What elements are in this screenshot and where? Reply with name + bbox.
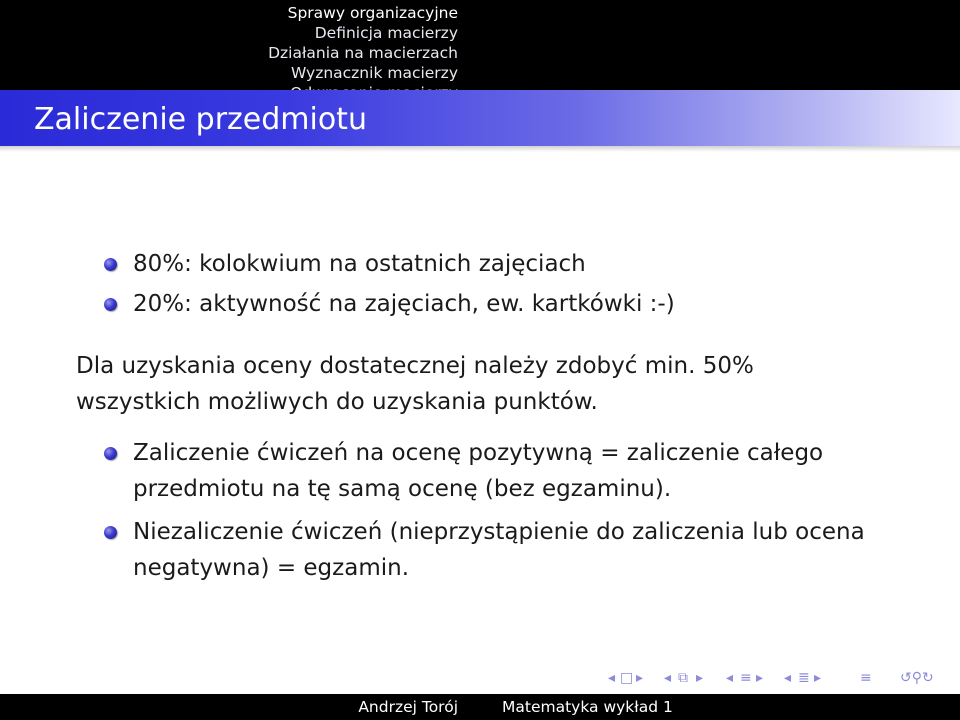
slide-title-bar <box>0 90 960 146</box>
nav-section-definicja-macierzy[interactable]: Definicja macierzy <box>314 24 458 42</box>
section-icon[interactable]: ≡ <box>740 670 752 686</box>
frame-next-icon[interactable]: ▸ <box>636 670 644 686</box>
slide-title: Zaliczenie przedmiotu <box>34 102 367 137</box>
bullet-icon <box>104 298 117 311</box>
footer-author-panel <box>0 694 480 720</box>
part-prev-icon[interactable]: ◂ <box>784 670 792 686</box>
part-icon[interactable]: ≣ <box>798 670 810 686</box>
subsection-next-icon[interactable]: ▸ <box>696 670 704 686</box>
part-next-icon[interactable]: ▸ <box>814 670 822 686</box>
section-next-icon[interactable]: ▸ <box>756 670 764 686</box>
footer-author: Andrzej Torój <box>358 698 458 716</box>
nav-section-dzialania-na-macierzach[interactable]: Działania na macierzach <box>268 44 458 62</box>
top-right-panel <box>480 0 960 90</box>
consequence-fail-line-1: Niezaliczenie ćwiczeń (nieprzystąpienie do zaliczenia lub ocena <box>133 519 865 545</box>
footer-title-panel <box>480 694 960 720</box>
search-icon[interactable]: ↺⚲↻ <box>900 670 934 686</box>
rule-text-line-2: wszystkich możliwych do uzyskania punktów. <box>76 389 598 415</box>
subsection-prev-icon[interactable]: ◂ <box>664 670 672 686</box>
align-icon[interactable]: ≡ <box>860 670 872 686</box>
grading-item-aktywnosc: 20%: aktywność na zajęciach, ew. kartkówki :-) <box>133 291 675 317</box>
consequence-pass-line-1: Zaliczenie ćwiczeń na ocenę pozytywną = zaliczenie całego <box>133 440 824 466</box>
top-navigation-bar <box>0 0 960 90</box>
title-shadow <box>0 146 960 152</box>
bullet-icon <box>104 258 117 271</box>
section-navigation <box>0 0 480 90</box>
bullet-icon <box>104 526 117 539</box>
consequence-fail-line-2: negatywna) = egzamin. <box>133 555 409 581</box>
frame-prev-icon[interactable]: ◂ <box>608 670 616 686</box>
footer-presentation-title: Matematyka wykład 1 <box>502 698 673 716</box>
frame-icon[interactable]: □ <box>620 670 634 686</box>
section-prev-icon[interactable]: ◂ <box>726 670 734 686</box>
nav-section-sprawy-organizacyjne[interactable]: Sprawy organizacyjne <box>287 4 458 22</box>
navigation-symbols <box>608 670 948 692</box>
grading-item-kolokwium: 80%: kolokwium na ostatnich zajęciach <box>133 251 586 277</box>
nav-section-wyznacznik-macierzy[interactable]: Wyznacznik macierzy <box>290 64 458 82</box>
bullet-icon <box>104 447 117 460</box>
subsection-icon[interactable]: ⧉ <box>678 670 688 686</box>
consequence-pass-line-2: przedmiotu na tę samą ocenę (bez egzaminu). <box>133 476 672 502</box>
rule-text-line-1: Dla uzyskania oceny dostatecznej należy zdobyć min. 50% <box>76 353 754 379</box>
